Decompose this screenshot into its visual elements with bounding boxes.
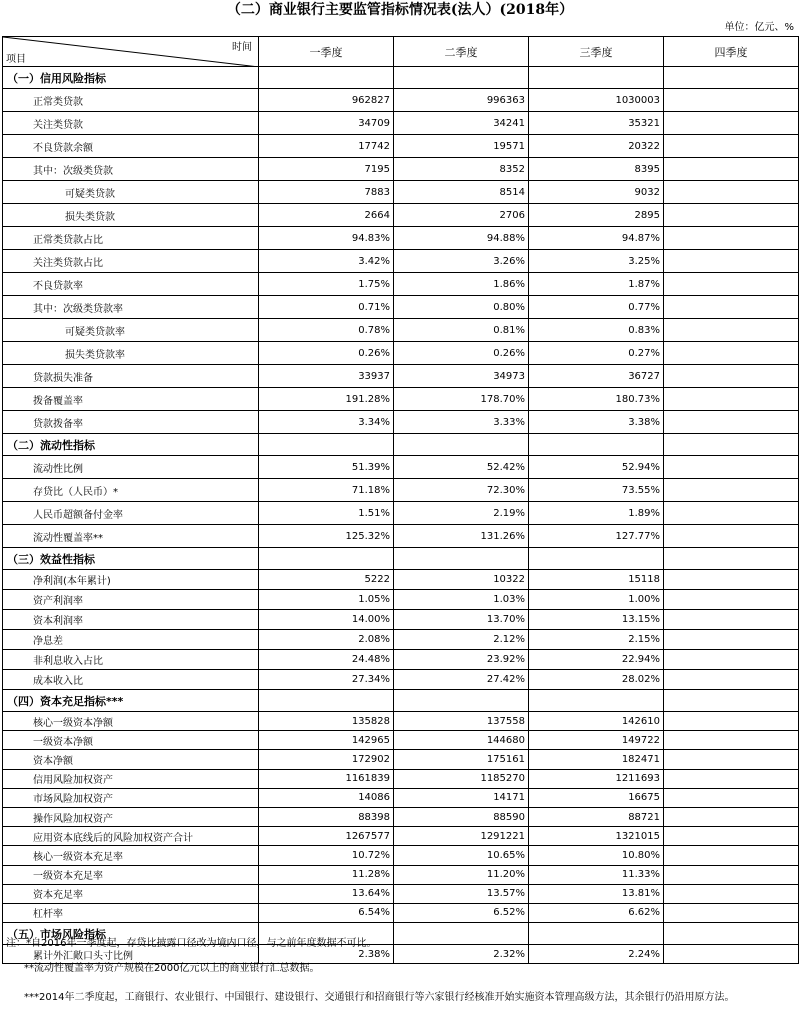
row-label: 市场风险加权资产 <box>3 788 259 807</box>
value-cell-q2: 2706 <box>394 204 529 227</box>
value-cell-q1: 191.28% <box>259 388 394 411</box>
section-empty-cell <box>259 548 394 570</box>
table-row <box>3 712 799 731</box>
table-row <box>3 388 799 411</box>
row-label: 流动性比例 <box>3 456 259 479</box>
value-cell-q4 <box>664 502 799 525</box>
value-cell-q1: 34709 <box>259 112 394 135</box>
value-cell-q1: 962827 <box>259 89 394 112</box>
section-empty-cell <box>259 67 394 89</box>
header-row <box>3 37 799 67</box>
value-cell-q4 <box>664 158 799 181</box>
row-label: 其中：次级类贷款 <box>3 158 259 181</box>
value-cell-q3: 88721 <box>529 807 664 826</box>
value-cell-q2: 13.57% <box>394 884 529 903</box>
value-cell-q2: 0.26% <box>394 342 529 365</box>
row-label: 净息差 <box>3 630 259 650</box>
value-cell-q1: 6.54% <box>259 903 394 922</box>
row-label: 正常类贷款 <box>3 89 259 112</box>
value-cell-q2: 1291221 <box>394 827 529 846</box>
row-label: 其中：次级类贷款率 <box>3 296 259 319</box>
table-row <box>3 502 799 525</box>
table-row <box>3 227 799 250</box>
value-cell-q4 <box>664 788 799 807</box>
value-cell-q4 <box>664 827 799 846</box>
table-row <box>3 884 799 903</box>
section-empty-cell <box>394 434 529 456</box>
value-cell-q3: 35321 <box>529 112 664 135</box>
table-row <box>3 590 799 610</box>
value-cell-q3: 13.15% <box>529 610 664 630</box>
value-cell-q4 <box>664 590 799 610</box>
table-row <box>3 411 799 434</box>
section-title: （五）市场风险指标 <box>3 923 259 945</box>
table-row <box>3 158 799 181</box>
row-label: 非利息收入占比 <box>3 650 259 670</box>
value-cell-q2: 137558 <box>394 712 529 731</box>
value-cell-q1: 33937 <box>259 365 394 388</box>
value-cell-q2: 175161 <box>394 750 529 769</box>
value-cell-q4 <box>664 296 799 319</box>
value-cell-q3: 16675 <box>529 788 664 807</box>
table-row <box>3 670 799 690</box>
value-cell-q3: 1.00% <box>529 590 664 610</box>
value-cell-q3: 22.94% <box>529 650 664 670</box>
value-cell-q3: 73.55% <box>529 479 664 502</box>
value-cell-q2: 996363 <box>394 89 529 112</box>
row-label: 资本充足率 <box>3 884 259 903</box>
table-row <box>3 903 799 922</box>
diagonal-line <box>3 37 259 67</box>
value-cell-q1: 51.39% <box>259 456 394 479</box>
row-label: 净利润(本年累计) <box>3 570 259 590</box>
value-cell-q3: 94.87% <box>529 227 664 250</box>
value-cell-q4 <box>664 204 799 227</box>
row-label: 关注类贷款 <box>3 112 259 135</box>
value-cell-q2: 6.52% <box>394 903 529 922</box>
value-cell-q3: 0.77% <box>529 296 664 319</box>
footnote-2: **流动性覆盖率为资产规模在2000亿元以上的商业银行汇总数据。 <box>24 963 320 974</box>
value-cell-q2: 11.20% <box>394 865 529 884</box>
value-cell-q3: 182471 <box>529 750 664 769</box>
row-label: 一级资本净额 <box>3 731 259 750</box>
value-cell-q4 <box>664 365 799 388</box>
row-label: 可疑类贷款率 <box>3 319 259 342</box>
column-header-q2: 二季度 <box>394 37 529 67</box>
value-cell-q2: 2.12% <box>394 630 529 650</box>
value-cell-q3: 2.15% <box>529 630 664 650</box>
value-cell-q3: 149722 <box>529 731 664 750</box>
value-cell-q3: 2.24% <box>529 945 664 964</box>
value-cell-q3: 9032 <box>529 181 664 204</box>
row-label: 拨备覆盖率 <box>3 388 259 411</box>
section-empty-cell <box>259 434 394 456</box>
value-cell-q2: 3.33% <box>394 411 529 434</box>
table-row <box>3 807 799 826</box>
table-row <box>3 273 799 296</box>
footnote-1: 注：*自2016年一季度起，存贷比披露口径改为境内口径，与之前年度数据不可比。 <box>6 938 377 949</box>
table-row <box>3 846 799 865</box>
value-cell-q3: 36727 <box>529 365 664 388</box>
value-cell-q3: 1211693 <box>529 769 664 788</box>
value-cell-q2: 23.92% <box>394 650 529 670</box>
value-cell-q1: 13.64% <box>259 884 394 903</box>
value-cell-q4 <box>664 670 799 690</box>
value-cell-q3: 1321015 <box>529 827 664 846</box>
value-cell-q3: 0.27% <box>529 342 664 365</box>
section-empty-cell <box>529 434 664 456</box>
row-label: 贷款拨备率 <box>3 411 259 434</box>
value-cell-q4 <box>664 227 799 250</box>
value-cell-q2: 27.42% <box>394 670 529 690</box>
section-empty-cell <box>664 67 799 89</box>
value-cell-q4 <box>664 388 799 411</box>
value-cell-q2: 0.80% <box>394 296 529 319</box>
value-cell-q2: 2.19% <box>394 502 529 525</box>
value-cell-q2: 13.70% <box>394 610 529 630</box>
table-row <box>3 319 799 342</box>
value-cell-q3: 0.83% <box>529 319 664 342</box>
value-cell-q1: 2664 <box>259 204 394 227</box>
value-cell-q2: 34241 <box>394 112 529 135</box>
table-row <box>3 570 799 590</box>
row-label: 正常类贷款占比 <box>3 227 259 250</box>
value-cell-q1: 7883 <box>259 181 394 204</box>
value-cell-q4 <box>664 479 799 502</box>
value-cell-q1: 24.48% <box>259 650 394 670</box>
section-empty-cell <box>664 548 799 570</box>
value-cell-q4 <box>664 650 799 670</box>
section-empty-cell <box>664 690 799 712</box>
value-cell-q2: 34973 <box>394 365 529 388</box>
row-label: 关注类贷款占比 <box>3 250 259 273</box>
row-label: 贷款损失准备 <box>3 365 259 388</box>
value-cell-q1: 5222 <box>259 570 394 590</box>
value-cell-q2: 72.30% <box>394 479 529 502</box>
value-cell-q1: 3.42% <box>259 250 394 273</box>
value-cell-q3: 142610 <box>529 712 664 731</box>
value-cell-q1: 125.32% <box>259 525 394 548</box>
value-cell-q3: 13.81% <box>529 884 664 903</box>
value-cell-q4 <box>664 769 799 788</box>
value-cell-q1: 14086 <box>259 788 394 807</box>
value-cell-q4 <box>664 903 799 922</box>
value-cell-q4 <box>664 865 799 884</box>
row-label: 成本收入比 <box>3 670 259 690</box>
section-empty-cell <box>664 434 799 456</box>
value-cell-q4 <box>664 525 799 548</box>
row-label: 损失类贷款率 <box>3 342 259 365</box>
value-cell-q2: 88590 <box>394 807 529 826</box>
value-cell-q2: 52.42% <box>394 456 529 479</box>
value-cell-q1: 1.51% <box>259 502 394 525</box>
value-cell-q1: 2.38% <box>259 945 394 964</box>
column-header-q3: 三季度 <box>529 37 664 67</box>
item-header: 项目 <box>6 54 26 65</box>
value-cell-q4 <box>664 884 799 903</box>
row-label: 资产利润率 <box>3 590 259 610</box>
table-row <box>3 865 799 884</box>
table-row <box>3 731 799 750</box>
value-cell-q3: 1030003 <box>529 89 664 112</box>
value-cell-q1: 172902 <box>259 750 394 769</box>
value-cell-q2: 14171 <box>394 788 529 807</box>
row-label: 资本净额 <box>3 750 259 769</box>
table-row <box>3 610 799 630</box>
value-cell-q2: 8514 <box>394 181 529 204</box>
value-cell-q2: 10.65% <box>394 846 529 865</box>
value-cell-q3: 11.33% <box>529 865 664 884</box>
value-cell-q3: 3.38% <box>529 411 664 434</box>
section-empty-cell <box>394 548 529 570</box>
value-cell-q3: 6.62% <box>529 903 664 922</box>
page-title: （二）商业银行主要监管指标情况表(法人）(2018年） <box>226 2 574 18</box>
row-label: 损失类贷款 <box>3 204 259 227</box>
value-cell-q2: 1185270 <box>394 769 529 788</box>
indicator-table <box>2 36 799 964</box>
value-cell-q2: 1.86% <box>394 273 529 296</box>
value-cell-q2: 178.70% <box>394 388 529 411</box>
row-label: 核心一级资本净额 <box>3 712 259 731</box>
table-row <box>3 342 799 365</box>
table-row <box>3 769 799 788</box>
value-cell-q4 <box>664 456 799 479</box>
value-cell-q1: 10.72% <box>259 846 394 865</box>
value-cell-q1: 1.75% <box>259 273 394 296</box>
section-row <box>3 690 799 712</box>
value-cell-q4 <box>664 610 799 630</box>
value-cell-q4 <box>664 712 799 731</box>
row-label: 不良贷款余额 <box>3 135 259 158</box>
table-row <box>3 181 799 204</box>
value-cell-q3: 3.25% <box>529 250 664 273</box>
value-cell-q3: 15118 <box>529 570 664 590</box>
value-cell-q2: 94.88% <box>394 227 529 250</box>
section-empty-cell <box>394 67 529 89</box>
section-row <box>3 548 799 570</box>
value-cell-q1: 0.71% <box>259 296 394 319</box>
row-label: 累计外汇敞口头寸比例 <box>3 945 259 964</box>
section-empty-cell <box>529 548 664 570</box>
value-cell-q4 <box>664 135 799 158</box>
value-cell-q2: 144680 <box>394 731 529 750</box>
value-cell-q2: 19571 <box>394 135 529 158</box>
value-cell-q4 <box>664 750 799 769</box>
value-cell-q1: 0.78% <box>259 319 394 342</box>
value-cell-q1: 14.00% <box>259 610 394 630</box>
time-header: 时间 <box>232 42 252 53</box>
column-header-q1: 一季度 <box>259 37 394 67</box>
section-empty-cell <box>529 67 664 89</box>
value-cell-q4 <box>664 411 799 434</box>
row-label: 核心一级资本充足率 <box>3 846 259 865</box>
value-cell-q1: 142965 <box>259 731 394 750</box>
value-cell-q1: 1.05% <box>259 590 394 610</box>
value-cell-q2: 1.03% <box>394 590 529 610</box>
value-cell-q4 <box>664 846 799 865</box>
value-cell-q2: 0.81% <box>394 319 529 342</box>
row-label: 资本利润率 <box>3 610 259 630</box>
value-cell-q1: 1267577 <box>259 827 394 846</box>
value-cell-q4 <box>664 89 799 112</box>
value-cell-q3: 1.89% <box>529 502 664 525</box>
value-cell-q3: 1.87% <box>529 273 664 296</box>
value-cell-q1: 135828 <box>259 712 394 731</box>
section-empty-cell <box>529 690 664 712</box>
row-label: 不良贷款率 <box>3 273 259 296</box>
table-row <box>3 365 799 388</box>
value-cell-q4 <box>664 342 799 365</box>
value-cell-q3: 180.73% <box>529 388 664 411</box>
value-cell-q1: 11.28% <box>259 865 394 884</box>
value-cell-q1: 88398 <box>259 807 394 826</box>
table-row <box>3 788 799 807</box>
table-row <box>3 479 799 502</box>
section-title: （三）效益性指标 <box>3 548 259 570</box>
value-cell-q4 <box>664 112 799 135</box>
value-cell-q3: 20322 <box>529 135 664 158</box>
row-label: 存贷比（人民币）* <box>3 479 259 502</box>
value-cell-q4 <box>664 250 799 273</box>
section-row <box>3 434 799 456</box>
section-empty-cell <box>259 690 394 712</box>
table-row <box>3 750 799 769</box>
value-cell-q1: 27.34% <box>259 670 394 690</box>
value-cell-q1: 7195 <box>259 158 394 181</box>
table-row <box>3 296 799 319</box>
table-row <box>3 135 799 158</box>
value-cell-q4 <box>664 731 799 750</box>
section-empty-cell <box>394 690 529 712</box>
column-header-q4: 四季度 <box>664 37 799 67</box>
footnotes <box>2 935 798 1013</box>
value-cell-q4 <box>664 319 799 342</box>
section-title: （二）流动性指标 <box>3 434 259 456</box>
value-cell-q4 <box>664 807 799 826</box>
value-cell-q4 <box>664 273 799 296</box>
row-label: 流动性覆盖率** <box>3 525 259 548</box>
value-cell-q3: 10.80% <box>529 846 664 865</box>
table-row <box>3 112 799 135</box>
table-row <box>3 525 799 548</box>
value-cell-q3: 28.02% <box>529 670 664 690</box>
row-label: 杠杆率 <box>3 903 259 922</box>
table-row <box>3 827 799 846</box>
table-row <box>3 89 799 112</box>
value-cell-q3: 2895 <box>529 204 664 227</box>
value-cell-q1: 1161839 <box>259 769 394 788</box>
value-cell-q3: 127.77% <box>529 525 664 548</box>
section-row <box>3 67 799 89</box>
section-title: （四）资本充足指标*** <box>3 690 259 712</box>
value-cell-q1: 17742 <box>259 135 394 158</box>
table-row <box>3 250 799 273</box>
table-row <box>3 650 799 670</box>
value-cell-q2: 2.32% <box>394 945 529 964</box>
value-cell-q3: 52.94% <box>529 456 664 479</box>
value-cell-q1: 0.26% <box>259 342 394 365</box>
value-cell-q1: 2.08% <box>259 630 394 650</box>
value-cell-q3: 8395 <box>529 158 664 181</box>
footnote-3: ***2014年二季度起，工商银行、农业银行、中国银行、建设银行、交通银行和招商银行等六家银行经核准开始实施资本管理高级方法，其余银行仍沿用原方法。 <box>24 992 735 1003</box>
row-label: 可疑类贷款 <box>3 181 259 204</box>
value-cell-q4 <box>664 570 799 590</box>
value-cell-q4 <box>664 181 799 204</box>
unit-label: 单位：亿元、% <box>724 22 794 33</box>
value-cell-q1: 3.34% <box>259 411 394 434</box>
value-cell-q2: 131.26% <box>394 525 529 548</box>
value-cell-q2: 3.26% <box>394 250 529 273</box>
row-label: 操作风险加权资产 <box>3 807 259 826</box>
row-label: 人民币超额备付金率 <box>3 502 259 525</box>
header-corner-cell <box>3 37 259 67</box>
section-title: （一）信用风险指标 <box>3 67 259 89</box>
row-label: 信用风险加权资产 <box>3 769 259 788</box>
value-cell-q2: 10322 <box>394 570 529 590</box>
table-row <box>3 630 799 650</box>
row-label: 一级资本充足率 <box>3 865 259 884</box>
value-cell-q1: 71.18% <box>259 479 394 502</box>
row-label: 应用资本底线后的风险加权资产合计 <box>3 827 259 846</box>
table-row <box>3 456 799 479</box>
value-cell-q1: 94.83% <box>259 227 394 250</box>
table-row <box>3 204 799 227</box>
value-cell-q4 <box>664 630 799 650</box>
value-cell-q2: 8352 <box>394 158 529 181</box>
